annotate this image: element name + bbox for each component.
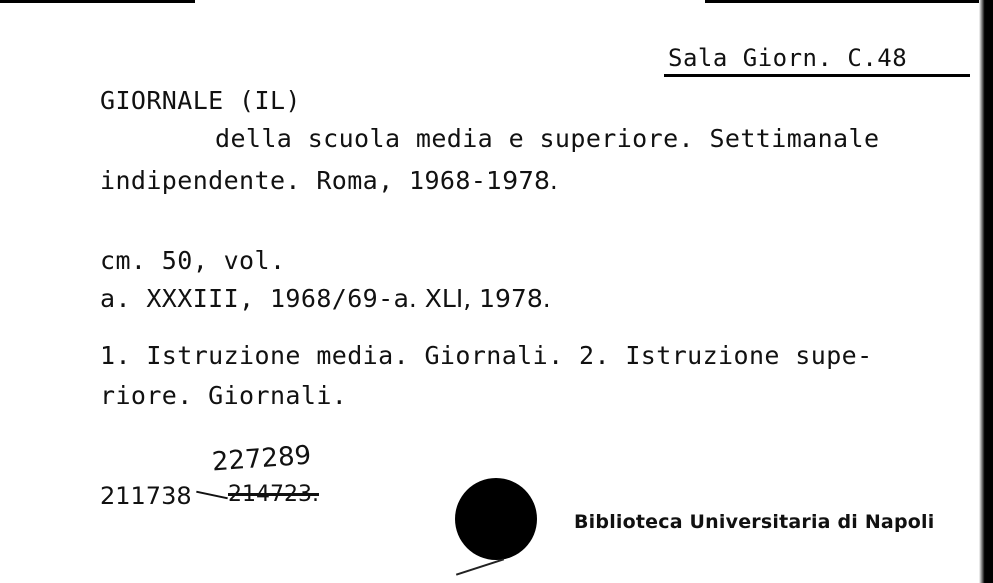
subjects-line-1: 1. Istruzione media. Giornali. 2. Istruzione supe-: [100, 341, 873, 370]
inventory-corrected-number: 227289: [211, 440, 313, 478]
punch-hole: [455, 478, 537, 560]
physical-handwritten: a. XLI, 1978.: [393, 284, 551, 313]
title-heading: GIORNALE (IL): [100, 86, 301, 115]
card-right-edge: [979, 0, 993, 583]
description-line-1: della scuola media e superiore. Settimanale: [215, 124, 880, 153]
physical-typed: a. XXXIII, 1968/69-: [100, 284, 394, 313]
shelfmark: Sala Giorn. C.48: [668, 44, 908, 72]
inventory-dash: [196, 491, 228, 500]
inventory-number: 211738: [100, 482, 192, 510]
pen-mark: [456, 558, 504, 575]
card-top-gap: [195, 0, 705, 3]
inventory-block: [100, 440, 380, 514]
description-handwritten-year: 1978.: [486, 166, 558, 195]
shelfmark-underline: [664, 74, 970, 77]
inventory-struck-number: 214723.: [228, 482, 319, 507]
physical-line-1: cm. 50, vol.: [100, 246, 286, 275]
subjects-line-2: riore. Giornali.: [100, 381, 348, 410]
description-line-2: [100, 166, 558, 195]
description-typed: indipendente. Roma, 1968-: [100, 166, 487, 195]
library-stamp: Biblioteca Universitaria di Napoli: [574, 511, 935, 533]
physical-line-2: [100, 284, 551, 313]
